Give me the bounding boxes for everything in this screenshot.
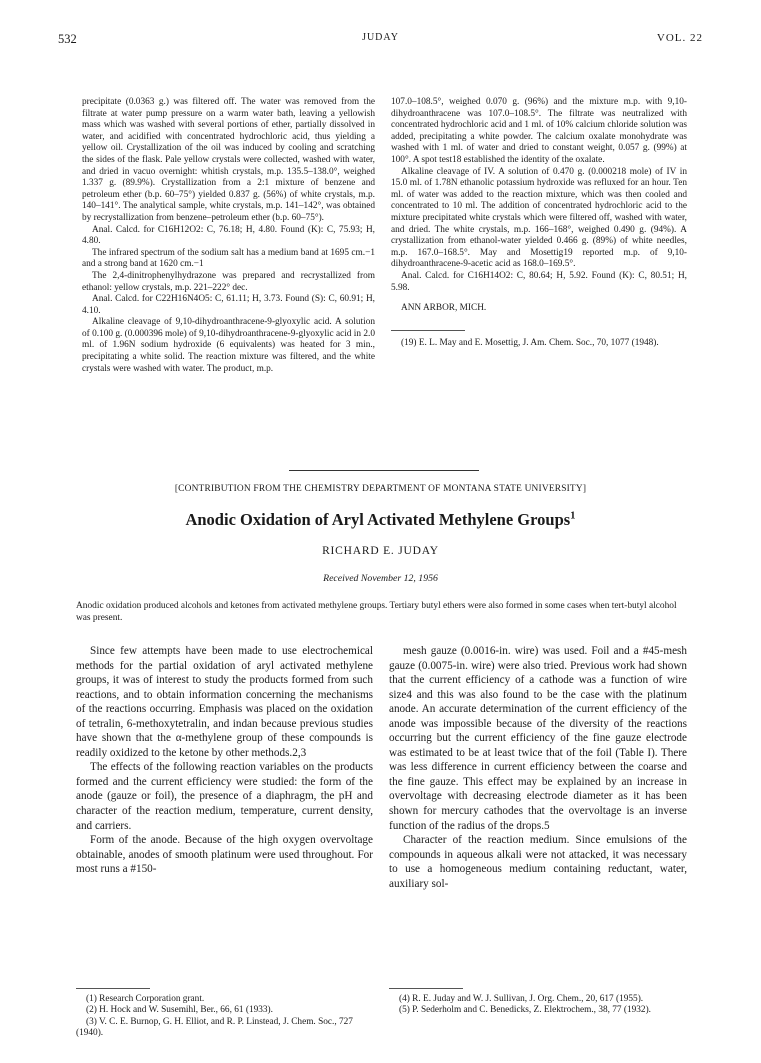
paragraph: Alkaline cleavage of IV. A solution of 0.470 g. (0.000218 mole) of IV in 15.0 ml. of 1.78N ethanolic potassium hydroxide was refluxed for an hour. Ten ml. of water was added to the reaction mixture, which was then cooled and concentrated to 10 ml. The addition of concentrated hydrochloric acid to the mixture precipitated white crystals which were filtered off, washed with water, and dried. The white crystals, m.p. 166–168°, weighed 0.490 g. (94%). A crystallization from ethanol-water yielded 0.466 g. (89%) of white needles, m.p. 167.0–168.5°. May and Mosettig19 reported m.p. of 9,10-dihydroanthracene-9-acetic acid as 168.0–169.5°. [391,166,687,270]
footnote-divider [391,330,465,331]
footnote-divider [76,988,150,989]
received-date: Received November 12, 1956 [323,573,438,584]
section-divider [289,470,479,471]
footnotes-left [76,994,373,1040]
abstract: Anodic oxidation produced alcohols and ketones from activated methylene groups. Tertiary butyl ethers were also formed in some cases when tert-butyl alcohol was present. [76,601,677,623]
paragraph: The infrared spectrum of the sodium salt has a medium band at 1695 cm.−1 and a strong band at 1620 cm.−1 [82,247,375,270]
footnote-1: (1) Research Corporation grant. [86,994,205,1004]
paragraph: precipitate (0.0363 g.) was filtered off. The water was removed from the filtrate at water pump pressure on a warm water bath, leaving a yellowish mass which was washed with several portions of ether, partially dissolved in water, and acidified with concentrated hydrochloric acid, thus yielding a yellow oil. Crystallization of the oil was induced by cooling and scratching the sides of the flask. Pale yellow crystals were collected, washed with water, and dried in vacuo overnight: whitish crystals, m.p. 135.5–138.0°, weighed 1.337 g. (89.9%). Crystallization from a 2:1 mixture of benzene and petroleum ether (b.p. 60–75°) yielded 0.837 g. (56%) of white crystals, m.p. 140–141°. The analytical sample, white crystals, m.p. 141–142°, was obtained by recrystallization from benzene–petroleum ether (b.p. 60–75°). [82,97,375,223]
footnote-divider [389,988,463,989]
paragraph: The effects of the following reaction variables on the products formed and the current efficiency were studied: the form of the anode (gauze or foil), the presence of a diaphragm, the pH and character of the reaction medium, temperature, current density, and carriers. [76,761,373,832]
paragraph: 107.0–108.5°, weighed 0.070 g. (96%) and the mixture m.p. with 9,10-dihydroanthracene was 107.0–108.5°. The filtrate was neutralized with concentrated hydrochloric acid and 1 ml. of 10% calcium chloride solution was added, precipitating a white powder. The calcium oxalate monohydrate was washed with 1 ml. of water and dried to constant weight, 0.057 g. (99%) at 100°. A spot test18 established the identity of the oxalate. [391,97,687,165]
author: RICHARD E. JUDAY [322,545,439,557]
footnote-19: (19) E. L. May and E. Mosettig, J. Am. Chem. Soc., 70, 1077 (1948). [401,338,659,348]
top-right-column [391,97,687,315]
page-number: 532 [58,32,77,46]
location-line: ANN ARBOR, MICH. [401,303,487,314]
analysis-line: Anal. Calcd. for C16H12O2: C, 76.18; H, 4.80. Found (K): C, 75.93; H, 4.80. [82,224,375,247]
paragraph: Character of the reaction medium. Since emulsions of the compounds in aqueous alkali were not attacked, it was necessary to use a homogeneous medium containing reductant, water, auxiliary sol- [389,834,687,890]
running-head: JUDAY [362,32,399,43]
contribution-line: [CONTRIBUTION FROM THE CHEMISTRY DEPARTMENT OF MONTANA STATE UNIVERSITY] [174,484,587,494]
footnote [391,338,687,349]
article-title [0,510,761,530]
footnotes-right [389,994,687,1017]
footnote-5: (5) P. Sederholm and C. Benedicks, Z. Elektrochem., 38, 77 (1932). [399,1005,652,1016]
analysis-line: Anal. Calcd. for C22H16N4O5: C, 61.11; H, 3.73. Found (S): C, 60.91; H, 4.10. [82,294,375,316]
volume-label: VOL. 22 [656,32,703,44]
top-left-column [82,97,375,375]
footnote-2: (2) H. Hock and W. Susemihl, Ber., 66, 61 (1933). [86,1005,273,1016]
analysis-line: Anal. Calcd. for C16H14O2: C, 80.64; H, 5.92. Found (K): C, 80.51; H, 5.98. [391,270,687,293]
footnote-3: (3) V. C. E. Burnop, G. H. Elliot, and R. P. Linstead, J. Chem. Soc., 727 (1940). [76,1016,353,1039]
body-right-column [389,644,687,891]
footnote-4: (4) R. E. Juday and W. J. Sullivan, J. Org. Chem., 20, 617 (1955). [399,994,644,1004]
paragraph: Alkaline cleavage of 9,10-dihydroanthracene-9-glyoxylic acid. A solution of 0.100 g. (0.000396 mole) of 9,10-dihydroanthracene-9-glyoxylic acid in 2.0 ml. of 1.96N sodium hydroxide (6 equivalents) was heated for 3 min., precipitating a white solid. The reaction mixture was filtered, and the white crystals were washed with water. The product, m.p. [82,317,375,374]
body-left-column [76,644,373,877]
paragraph: Form of the anode. Because of the high oxygen overvoltage obtainable, anodes of smooth platinum were used throughout. For most runs a #150- [76,834,373,876]
paragraph: The 2,4-dinitrophenylhydrazone was prepared and recrystallized from ethanol: yellow crystals, m.p. 221–222° dec. [82,270,375,293]
paragraph: Since few attempts have been made to use electrochemical methods for the partial oxidation of aryl activated methylene groups, it was of interest to study the products formed from such reactions, and to obtain information concerning the mechanisms of the reactions occurring. Emphasis was placed on the oxidation of tetralin, 6-methoxytetralin, and indan because previous studies have shown that the α-methylene group of these compounds is readily oxidized to the ketone by other methods.2,3 [76,645,373,759]
article-title-text: Anodic Oxidation of Aryl Activated Methylene Groups [185,510,571,529]
paragraph: mesh gauze (0.0016-in. wire) was used. Foil and a #45-mesh gauze (0.0075-in. wire) were also tried. Previous work had shown that the current efficiency of a cathode was a function of wire size4 and this was also found to be the case with the platinum anode. An accurate determination of the current efficiency of the anode was impossible because of the diversity of the reactions occurring but the current efficiency of the fine gauze electrode was estimated to be at least twice that of the foil (Table I). There was less difference in current efficiency between the coarse and the fine gauze. This effect may be explained by an increase in overvoltage with decreasing electrode diameter as it has been shown for mercury cathodes that the overvoltage is an inverse function of the radius of the drops.5 [389,645,687,832]
title-footnote-ref: 1 [570,509,576,522]
